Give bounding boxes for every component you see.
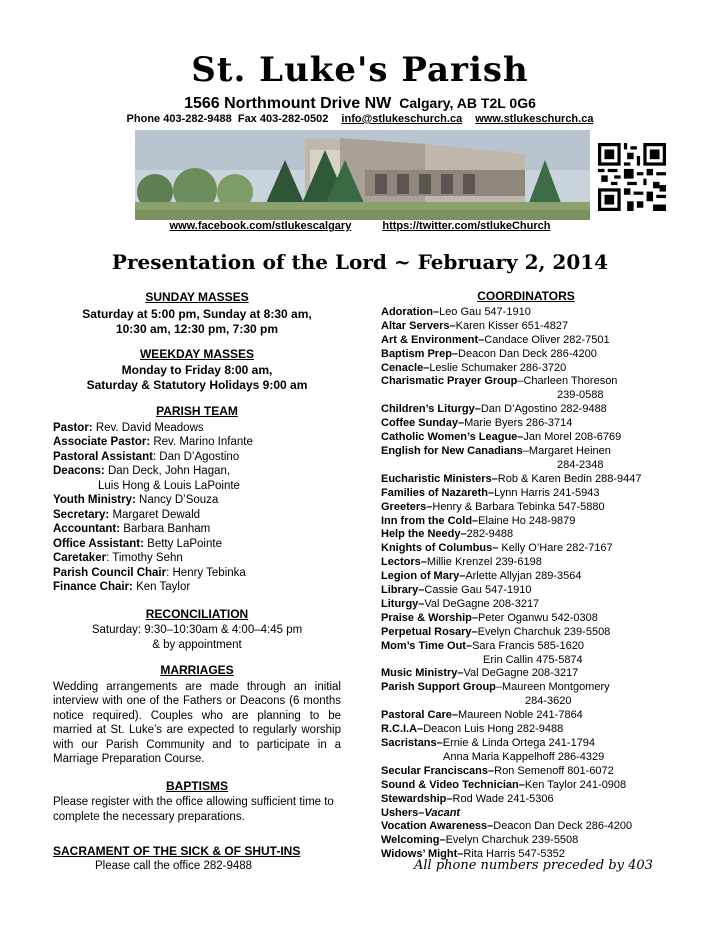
label: Welcoming– <box>381 834 446 847</box>
value: Betty LaPointe <box>143 537 222 550</box>
label: English for New Canadians <box>381 444 523 457</box>
reconciliation-line1: Saturday: 9:30–10:30am & 4:00–4:45 pm <box>91 624 303 636</box>
label: Families of Nazareth– <box>381 486 495 499</box>
value: Maureen Noble 241-7864 <box>458 709 583 722</box>
list-item <box>381 306 671 320</box>
label: Parish Council Chair <box>53 566 167 579</box>
label: Secretary: <box>53 508 110 521</box>
list-item <box>381 487 671 501</box>
church-photo <box>135 130 590 220</box>
parish-address <box>0 95 720 113</box>
label: Adoration– <box>381 305 440 318</box>
list-item <box>381 723 671 737</box>
list-item-cont: Erin Callin 475-5874 <box>483 653 583 666</box>
value: Lynn Harris 241-5943 <box>494 486 600 499</box>
label: Catholic Women’s League– <box>381 431 524 444</box>
list-item-cont: Anna Maria Kappelhoff 286-4329 <box>443 750 605 763</box>
list-item <box>381 667 671 681</box>
label: Praise & Worship– <box>381 611 478 624</box>
list-item-cont: 284-2348 <box>557 458 604 471</box>
list-item <box>381 820 671 834</box>
left-column <box>53 290 341 873</box>
team-secretary <box>53 508 341 523</box>
label: Knights of Columbus– <box>381 542 499 555</box>
baptisms-heading: BAPTISMS <box>165 778 228 793</box>
value: Rob & Karen Bedin 288-9447 <box>497 472 642 485</box>
label: Charismatic Prayer Group <box>381 375 518 388</box>
label: Altar Servers– <box>381 319 456 332</box>
list-item <box>381 556 671 570</box>
value: Val DeGagne 208-3217 <box>463 667 579 680</box>
value: Barbara Banham <box>120 523 211 535</box>
value: Deacon Dan Deck 286-4200 <box>458 347 597 360</box>
list-item <box>381 515 671 529</box>
qr-code <box>598 143 666 211</box>
value: –Margaret Heinen <box>522 444 611 457</box>
sunday-masses-line1: Saturday at 5:00 pm, Sunday at 8:30 am, <box>82 306 312 321</box>
list-item <box>381 626 671 640</box>
occasion-title: Presentation of the Lord ~ February 2, 2014 <box>111 250 609 274</box>
label: Associate Pastor: <box>53 436 151 448</box>
list-item <box>381 528 671 542</box>
footer-note: All phone numbers preceded by 403 <box>414 858 653 873</box>
sick-text: Please call the office 282-9488 <box>95 859 253 872</box>
value: Arlette Allyjan 289-3564 <box>465 570 582 583</box>
label: Perpetual Rosary– <box>381 625 478 638</box>
label: Mom’s Time Out– <box>381 639 473 652</box>
label: Legion of Mary– <box>381 570 466 583</box>
value: Rita Harris 547-5352 <box>463 848 565 861</box>
value: Vacant <box>424 806 461 819</box>
label: Parish Support Group <box>381 681 496 694</box>
label: Eucharistic Ministers– <box>381 472 498 485</box>
label: Pastor: <box>53 421 93 434</box>
weekday-masses-line1: Monday to Friday 8:00 am, <box>121 363 273 377</box>
value: –Maureen Montgomery <box>495 681 610 694</box>
list-item <box>381 584 671 598</box>
label: Lectors– <box>381 556 427 569</box>
label: Art & Environment– <box>381 333 485 346</box>
value: : Timothy Sehn <box>106 552 183 564</box>
list-item <box>381 834 671 848</box>
value: Ken Taylor <box>132 581 191 593</box>
list-item <box>381 473 671 487</box>
team-deacons <box>53 464 341 479</box>
value: Ernie & Linda Ortega 241-1794 <box>442 737 596 749</box>
list-item <box>381 334 671 348</box>
team-pastoral-assistant <box>53 450 341 465</box>
label: Deacons: <box>53 465 105 477</box>
coordinators-heading: COORDINATORS <box>477 289 575 303</box>
label: Secular Franciscans– <box>381 764 495 777</box>
team-youth <box>53 493 341 508</box>
label: Office Assistant: <box>53 537 144 550</box>
value: Evelyn Charchuk 239-5508 <box>445 834 579 847</box>
weekday-masses-heading: WEEKDAY MASSES <box>139 346 255 361</box>
parish-team-heading: PARISH TEAM <box>156 404 238 418</box>
reconciliation-heading: RECONCILIATION <box>145 606 249 621</box>
sick-heading: SACRAMENT OF THE SICK & OF SHUT-INS <box>53 844 301 858</box>
list-item <box>381 793 671 807</box>
facebook-link[interactable]: www.facebook.com/stlukescalgary <box>169 220 352 232</box>
list-item <box>381 681 671 695</box>
contact-line <box>0 113 720 125</box>
list-item <box>381 737 671 751</box>
list-item <box>381 570 671 584</box>
team-finance-chair <box>53 580 341 595</box>
list-item <box>381 598 671 612</box>
list-item <box>381 709 671 723</box>
label: Inn from the Cold– <box>381 514 479 527</box>
social-links <box>0 220 720 232</box>
value: Kelly O’Hare 282-7167 <box>498 542 613 555</box>
value: Dan D’Agostino 282-9488 <box>480 403 607 416</box>
label: Greeters– <box>381 500 433 513</box>
fax-number: Fax 403-282-0502 <box>237 113 329 125</box>
phone-number: Phone 403-282-9488 <box>126 113 232 125</box>
value: Leslie Schumaker 286-3720 <box>429 361 567 374</box>
label: Caretaker <box>53 552 107 564</box>
label: Widows’ Might– <box>381 848 464 861</box>
value: Candace Oliver 282-7501 <box>484 333 610 346</box>
twitter-link[interactable]: https://twitter.com/stlukeChurch <box>382 220 551 232</box>
label: Help the Needy– <box>381 528 467 541</box>
label: Vocation Awareness– <box>381 820 494 833</box>
label: R.C.I.A– <box>381 723 424 736</box>
value: Rod Wade 241-5306 <box>452 792 554 805</box>
value: Val DeGagne 208-3217 <box>424 597 540 610</box>
email-link[interactable]: info@stlukeschurch.ca <box>341 113 463 125</box>
value: Cassie Gau 547-1910 <box>424 584 532 597</box>
list-item <box>381 375 671 389</box>
value: –Charleen Thoreson <box>517 375 618 388</box>
label: Ushers– <box>381 806 425 819</box>
website-link[interactable]: www.stlukeschurch.ca <box>475 113 594 125</box>
team-council-chair <box>53 566 341 581</box>
value: : Dan D’Agostino <box>152 450 240 463</box>
label: Library– <box>381 584 425 597</box>
label: Cenacle– <box>381 361 430 374</box>
value: Dan Deck, John Hagan, <box>104 465 231 477</box>
label: Youth Ministry: <box>53 494 136 506</box>
value: Leo Gau 547-1910 <box>439 305 531 318</box>
value: Elaine Ho 248-9879 <box>478 514 576 527</box>
label: Music Ministry– <box>381 667 464 680</box>
value: Ken Taylor 241-0908 <box>524 778 627 791</box>
list-item-cont: 239-0588 <box>557 389 604 402</box>
list-item <box>381 765 671 779</box>
label: Accountant: <box>53 523 121 535</box>
value: Marie Byers 286-3714 <box>464 417 573 430</box>
team-caretaker <box>53 551 341 566</box>
value: Rev. David Meadows <box>92 421 204 434</box>
label: Children’s Liturgy– <box>381 403 481 416</box>
value: : Henry Tebinka <box>166 566 246 579</box>
value: Jan Morel 208-6769 <box>523 431 622 444</box>
city-postal: Calgary, AB T2L 0G6 <box>399 95 536 111</box>
list-item <box>381 445 671 459</box>
list-item <box>381 320 671 334</box>
coordinators-column <box>381 290 671 862</box>
value: Rev. Marino Infante <box>150 436 253 448</box>
value: Margaret Dewald <box>109 508 201 521</box>
value: Henry & Barbara Tebinka 547-5880 <box>432 500 605 513</box>
team-pastor <box>53 421 341 436</box>
value: Nancy D’Souza <box>135 494 219 506</box>
list-item <box>381 348 671 362</box>
list-item <box>381 779 671 793</box>
label: Baptism Prep– <box>381 347 459 360</box>
list-item <box>381 612 671 626</box>
value: Deacon Luis Hong 282-9488 <box>423 723 564 736</box>
marriages-text: Wedding arrangements are made through an initial interview with one of the Fathers or Deacons (6 months notice required). Couples who are planning to be married at St. Luke’s are expected to regularly worship with our Parish Community and to participate in a Marriage Preparation Course. <box>53 680 341 765</box>
parish-title: St. Luke's Parish <box>191 50 529 90</box>
value: Ron Semenoff 801-6072 <box>494 764 614 777</box>
label: Sound & Video Technician– <box>381 778 525 791</box>
team-deacons-cont: Luis Hong & Louis LaPointe <box>98 479 240 492</box>
sunday-masses-line2: 10:30 am, 12:30 pm, 7:30 pm <box>115 321 279 336</box>
list-item <box>381 501 671 515</box>
label: Pastoral Assistant <box>53 450 153 463</box>
reconciliation-line2: & by appointment <box>152 638 242 651</box>
list-item <box>381 542 671 556</box>
list-item <box>381 403 671 417</box>
value: Peter Oganwu 542-0308 <box>478 611 598 624</box>
label: Sacristans– <box>381 737 443 749</box>
value: Millie Krenzel 239-6198 <box>426 556 542 569</box>
sunday-masses-heading: SUNDAY MASSES <box>145 290 249 304</box>
marriages-heading: MARRIAGES <box>160 663 234 677</box>
list-item <box>381 640 671 654</box>
label: Finance Chair: <box>53 581 133 593</box>
value: Deacon Dan Deck 286-4200 <box>493 820 633 833</box>
team-office-assistant <box>53 537 341 552</box>
list-item-cont: 284-3620 <box>525 695 572 708</box>
value: Sara Francis 585-1620 <box>472 639 584 652</box>
list-item <box>381 431 671 445</box>
value: Evelyn Charchuk 239-5508 <box>477 625 611 638</box>
list-item <box>381 362 671 376</box>
value: 282-9488 <box>466 528 514 541</box>
weekday-masses-line2: Saturday & Statutory Holidays 9:00 am <box>86 378 308 392</box>
value: Karen Kisser 651-4827 <box>455 319 569 332</box>
street-address: 1566 Northmount Drive NW <box>184 95 392 112</box>
label: Liturgy– <box>381 597 425 610</box>
team-associate-pastor <box>53 435 341 450</box>
label: Coffee Sunday– <box>381 417 465 430</box>
list-item <box>381 807 671 821</box>
label: Stewardship– <box>381 792 453 805</box>
label: Pastoral Care– <box>381 709 459 722</box>
team-accountant <box>53 522 341 537</box>
list-item <box>381 417 671 431</box>
baptisms-text: Please register with the office allowing sufficient time to complete the necessary preparations. <box>53 796 334 823</box>
